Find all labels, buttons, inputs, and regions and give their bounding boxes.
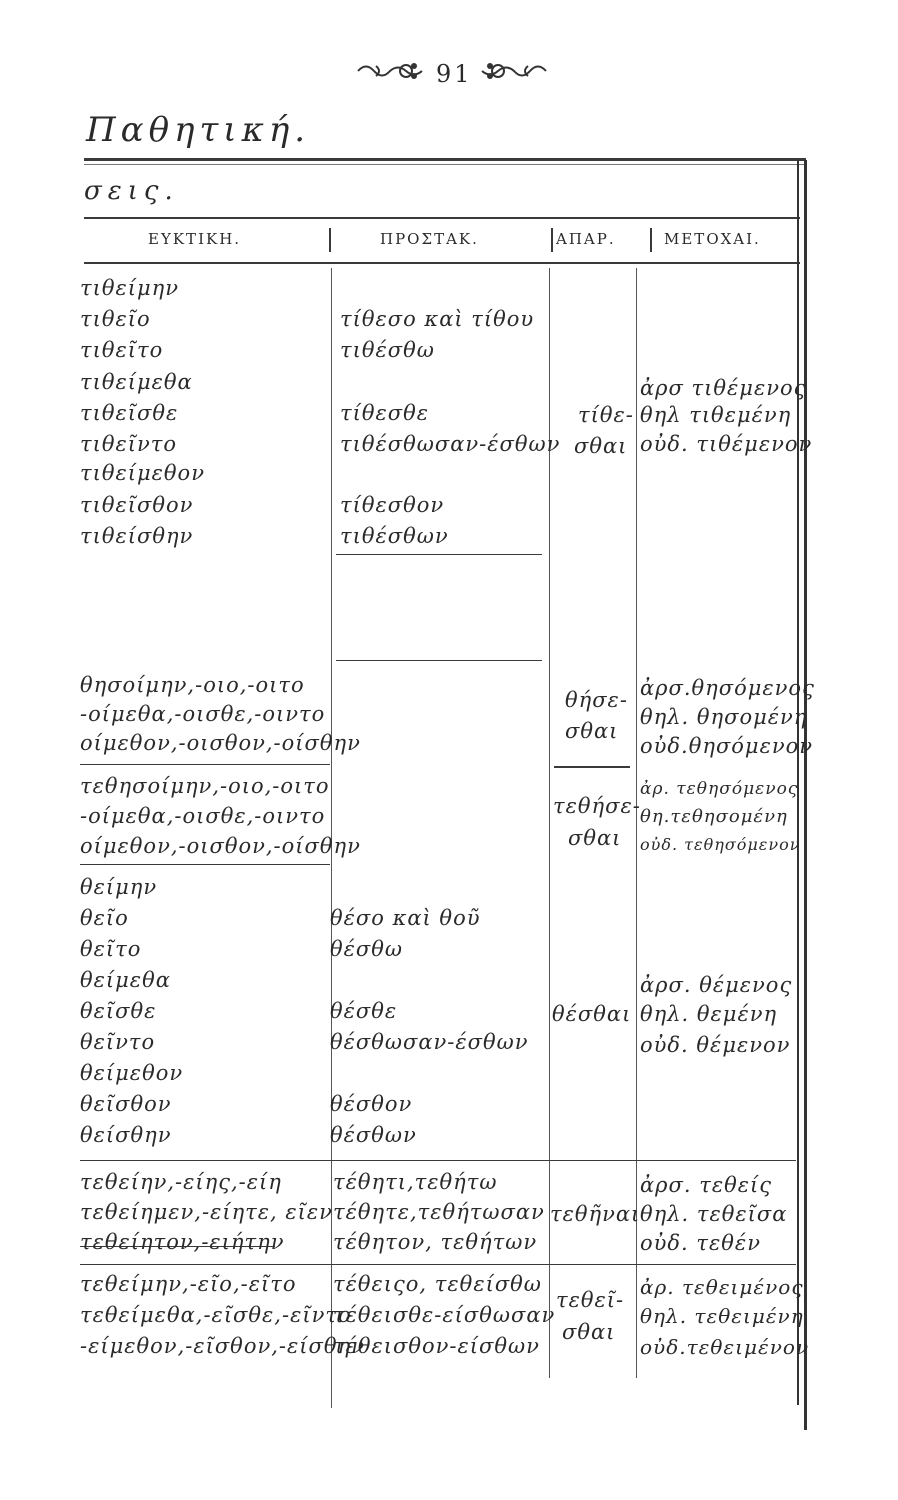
optative-form: τιθείσθην: [80, 524, 194, 548]
infinitive-form: θήσε-: [565, 688, 628, 712]
optative-form: τιθείμεθα: [80, 370, 193, 394]
optative-form: -οίμεθα,-οισθε,-οιντο: [80, 702, 326, 726]
participle-form: θηλ τιθεμένη: [640, 403, 792, 427]
page-number: 91: [436, 60, 473, 88]
header-ornament-left: [356, 58, 428, 88]
imperative-form: τιθέσθων: [340, 524, 449, 548]
imperative-form: τέθειςο, τεθείσθω: [333, 1272, 542, 1296]
right-border-outer: [804, 160, 807, 1430]
block-rule: [554, 766, 630, 768]
infinitive-form: σθαι: [565, 719, 619, 743]
imperative-form: θέσθωσαν-έσθων: [330, 1030, 529, 1054]
optative-form: τεθείητον,-ειήτην: [80, 1230, 285, 1254]
participle-form: ἀρσ.θησόμενος: [640, 676, 815, 700]
participle-form: θηλ. τεθεῖσα: [640, 1202, 788, 1226]
block-rule: [80, 1160, 796, 1161]
header-divider-2: [551, 228, 553, 252]
optative-form: θησοίμην,-οιο,-οιτο: [80, 673, 305, 697]
optative-form: θείμεθον: [80, 1061, 184, 1085]
optative-form: τιθείμην: [80, 276, 179, 300]
participle-form: ἀρσ τιθέμενος: [640, 376, 807, 400]
header-infinitive: ΑΠΑΡ.: [556, 230, 616, 248]
participle-form: ἀρσ. τεθείς: [640, 1173, 773, 1197]
optative-form: θείσθην: [80, 1123, 172, 1147]
header-imperative: ΠΡΟΣΤΑΚ.: [380, 230, 479, 248]
infinitive-form: σθαι: [568, 826, 622, 850]
optative-form: τεθείμην,-εῖο,-εῖτο: [80, 1272, 297, 1296]
infinitive-form: σθαι: [574, 434, 628, 458]
participle-form: οὐδ. τεθέν: [640, 1231, 761, 1255]
optative-form: τιθεῖσθον: [80, 493, 194, 517]
optative-form: τεθείμεθα,-εῖσθε,-εῖντο: [80, 1303, 352, 1327]
subtitle-rule: [84, 217, 800, 219]
page-title: Παθητική.: [86, 110, 311, 150]
header-rule: [84, 262, 800, 264]
optative-form: θεῖο: [80, 906, 129, 930]
imperative-form: θέσθε: [330, 999, 398, 1023]
participle-form: θηλ. θεμένη: [640, 1002, 778, 1026]
optative-form: θείμεθα: [80, 968, 171, 992]
page-subtitle: σεις.: [84, 176, 179, 206]
participle-form: ἀρσ. θέμενος: [640, 973, 793, 997]
participle-form: ἀρ. τεθειμένος: [640, 1275, 804, 1299]
infinitive-form: τίθε-: [578, 403, 634, 427]
imperative-form: τιθέσθωσαν-έσθων: [340, 432, 561, 456]
imperative-form: τέθητον, τεθήτων: [333, 1230, 538, 1254]
infinitive-form: σθαι: [562, 1320, 616, 1344]
header-optative: ΕΥΚΤΙΚΗ.: [148, 230, 242, 248]
optative-form: τεθείην,-είης,-είη: [80, 1170, 282, 1194]
top-rule: [84, 158, 806, 161]
imperative-form: τίθεσθε: [340, 401, 430, 425]
participle-form: οὐδ. τιθέμενον: [640, 432, 813, 456]
header-divider-1: [329, 228, 331, 252]
imperative-form: θέσο καὶ θοῦ: [330, 906, 481, 930]
imperative-form: τίθεσθον: [340, 493, 445, 517]
participle-form: οὐδ.θησόμενον: [640, 734, 814, 758]
top-rule-thin: [84, 164, 806, 165]
imperative-form: τέθητε,τεθήτωσαν: [333, 1200, 545, 1224]
optative-form: τιθεῖο: [80, 307, 151, 331]
optative-form: οίμεθον,-οισθον,-οίσθην: [80, 834, 361, 858]
header-divider-3: [650, 228, 652, 252]
optative-form: θεῖσθε: [80, 999, 157, 1023]
optative-form: θείμην: [80, 875, 158, 899]
header-ornament-right: [476, 58, 548, 88]
participle-form: οὐδ.τεθειμένον: [640, 1335, 810, 1359]
block-rule: [80, 1264, 796, 1265]
imperative-form: τίθεσο καὶ τίθου: [340, 307, 535, 331]
optative-form: -οίμεθα,-οισθε,-οιντο: [80, 804, 326, 828]
imperative-form: θέσθω: [330, 937, 404, 961]
participle-form: οὐδ. θέμενον: [640, 1033, 791, 1057]
optative-form: τιθεῖντο: [80, 432, 178, 456]
block-rule: [336, 554, 542, 555]
imperative-form: θέσθων: [330, 1123, 417, 1147]
optative-form: τεθησοίμην,-οιο,-οιτο: [80, 774, 330, 798]
infinitive-form: τεθῆναι: [550, 1202, 641, 1226]
imperative-form: τέθεισθον-είσθων: [333, 1334, 540, 1358]
optative-form: τεθείημεν,-είητε, εῖεν: [80, 1200, 333, 1224]
infinitive-form: τεθεῖ-: [556, 1288, 625, 1312]
participle-form: ἀρ. τεθησόμενος: [640, 779, 799, 799]
block-rule: [80, 864, 330, 865]
optative-form: τιθεῖσθε: [80, 401, 179, 425]
optative-form: τιθεῖτο: [80, 338, 164, 362]
optative-form: -είμεθον,-εῖσθον,-είσθην: [80, 1334, 365, 1358]
imperative-form: τιθέσθω: [340, 338, 435, 362]
imperative-form: θέσθον: [330, 1092, 413, 1116]
optative-form: τιθείμεθον: [80, 461, 205, 485]
block-rule: [336, 660, 542, 661]
optative-form: θεῖσθον: [80, 1092, 172, 1116]
participle-form: θη.τεθησομένη: [640, 806, 788, 827]
imperative-form: τέθεισθε-είσθωσαν: [333, 1303, 556, 1327]
infinitive-form: θέσθαι: [552, 1002, 632, 1026]
participle-form: θηλ. τεθειμένη: [640, 1304, 804, 1328]
participle-form: θηλ. θησομένη: [640, 705, 808, 729]
optative-form: θεῖτο: [80, 937, 142, 961]
optative-form: οίμεθον,-οισθον,-οίσθην: [80, 731, 361, 755]
optative-form: θεῖντο: [80, 1030, 156, 1054]
block-rule: [80, 764, 330, 765]
imperative-form: τέθητι,τεθήτω: [333, 1170, 498, 1194]
infinitive-form: τεθήσε-: [553, 794, 641, 818]
participle-form: οὐδ. τεθησόμενον: [640, 835, 801, 854]
header-participle: ΜΕΤΟΧΑΙ.: [664, 230, 761, 248]
